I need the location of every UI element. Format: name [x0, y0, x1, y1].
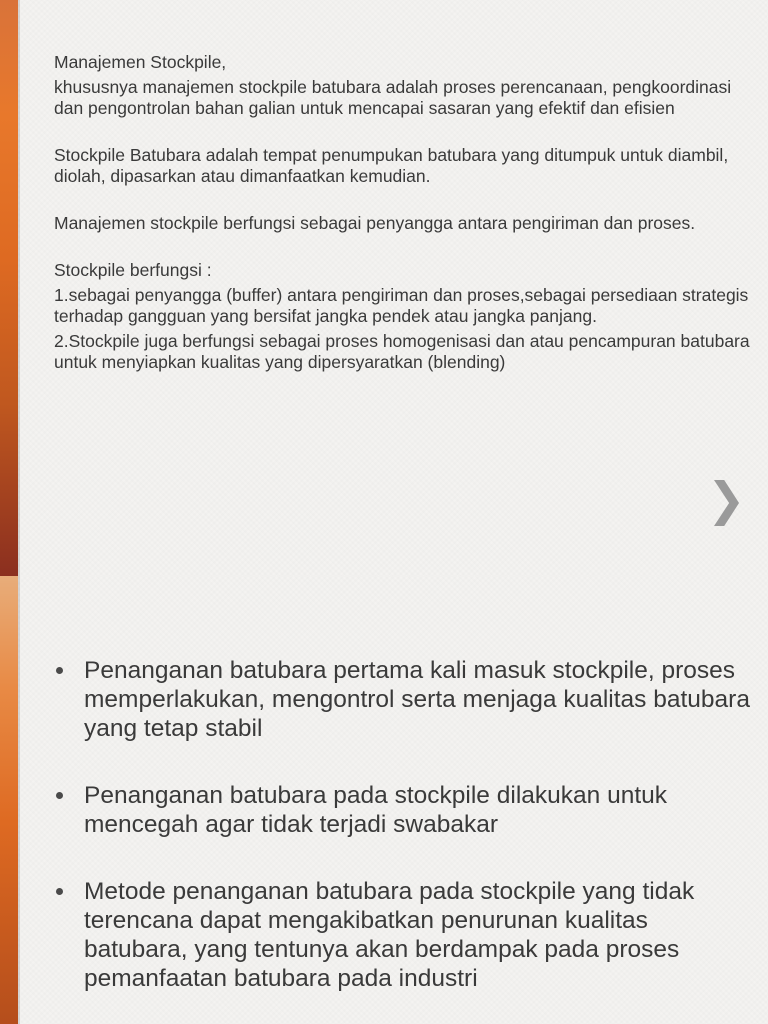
stockpile-definition-paragraph: Stockpile Batubara adalah tempat penumpukan batubara yang ditumpuk untuk diambil, diolah, dipasarkan atau dimanfaatkan kemudian.	[54, 145, 729, 186]
bullet-text: Penanganan batubara pertama kali masuk stockpile, proses memperlakukan, mengontrol serta menjaga kualitas batubara yang tetap stabil	[84, 657, 750, 742]
slide-accent-bar	[0, 576, 18, 1024]
function-item-1: 1.sebagai penyangga (buffer) antara pengiriman dan proses,sebagai persediaan strategis terhadap gangguan yang bersifat jangka pendek atau jangka panjang.	[54, 285, 749, 326]
list-item	[54, 781, 754, 839]
bullet-list	[54, 656, 754, 1024]
functions-heading: Stockpile berfungsi :	[54, 260, 212, 280]
bullet-text: Metode penanganan batubara pada stockpile yang tidak terencana dapat mengakibatkan penurunan kualitas batubara, yang tentunya akan berdampak pada proses pemanfaatan batubara pada industri	[84, 878, 695, 992]
slide-title: Manajemen Stockpile,	[54, 52, 227, 72]
function-item-2: 2.Stockpile juga berfungsi sebagai proses homogenisasi dan atau pencampuran batubara untuk menyiapkan kualitas yang dipersyaratkan (blending)	[54, 331, 750, 372]
slide-1-content	[54, 52, 754, 373]
slide-accent-bar	[0, 0, 18, 576]
bullet-icon	[56, 888, 63, 895]
function-statement-paragraph: Manajemen stockpile berfungsi sebagai penyangga antara pengiriman dan proses.	[54, 213, 696, 233]
list-item	[54, 656, 754, 743]
bullet-icon	[56, 792, 63, 799]
bullet-text: Penanganan batubara pada stockpile dilakukan untuk mencegah agar tidak terjadi swabakar	[84, 782, 667, 838]
list-item	[54, 877, 754, 993]
slide-2	[0, 576, 768, 1024]
bullet-icon	[56, 667, 63, 674]
chevron-right-icon[interactable]: ❯	[707, 472, 746, 526]
definition-paragraph: khususnya manajemen stockpile batubara adalah proses perencanaan, pengkoordinasi dan pengontrolan bahan galian untuk mencapai sasaran yang efektif dan efisien	[54, 77, 732, 118]
